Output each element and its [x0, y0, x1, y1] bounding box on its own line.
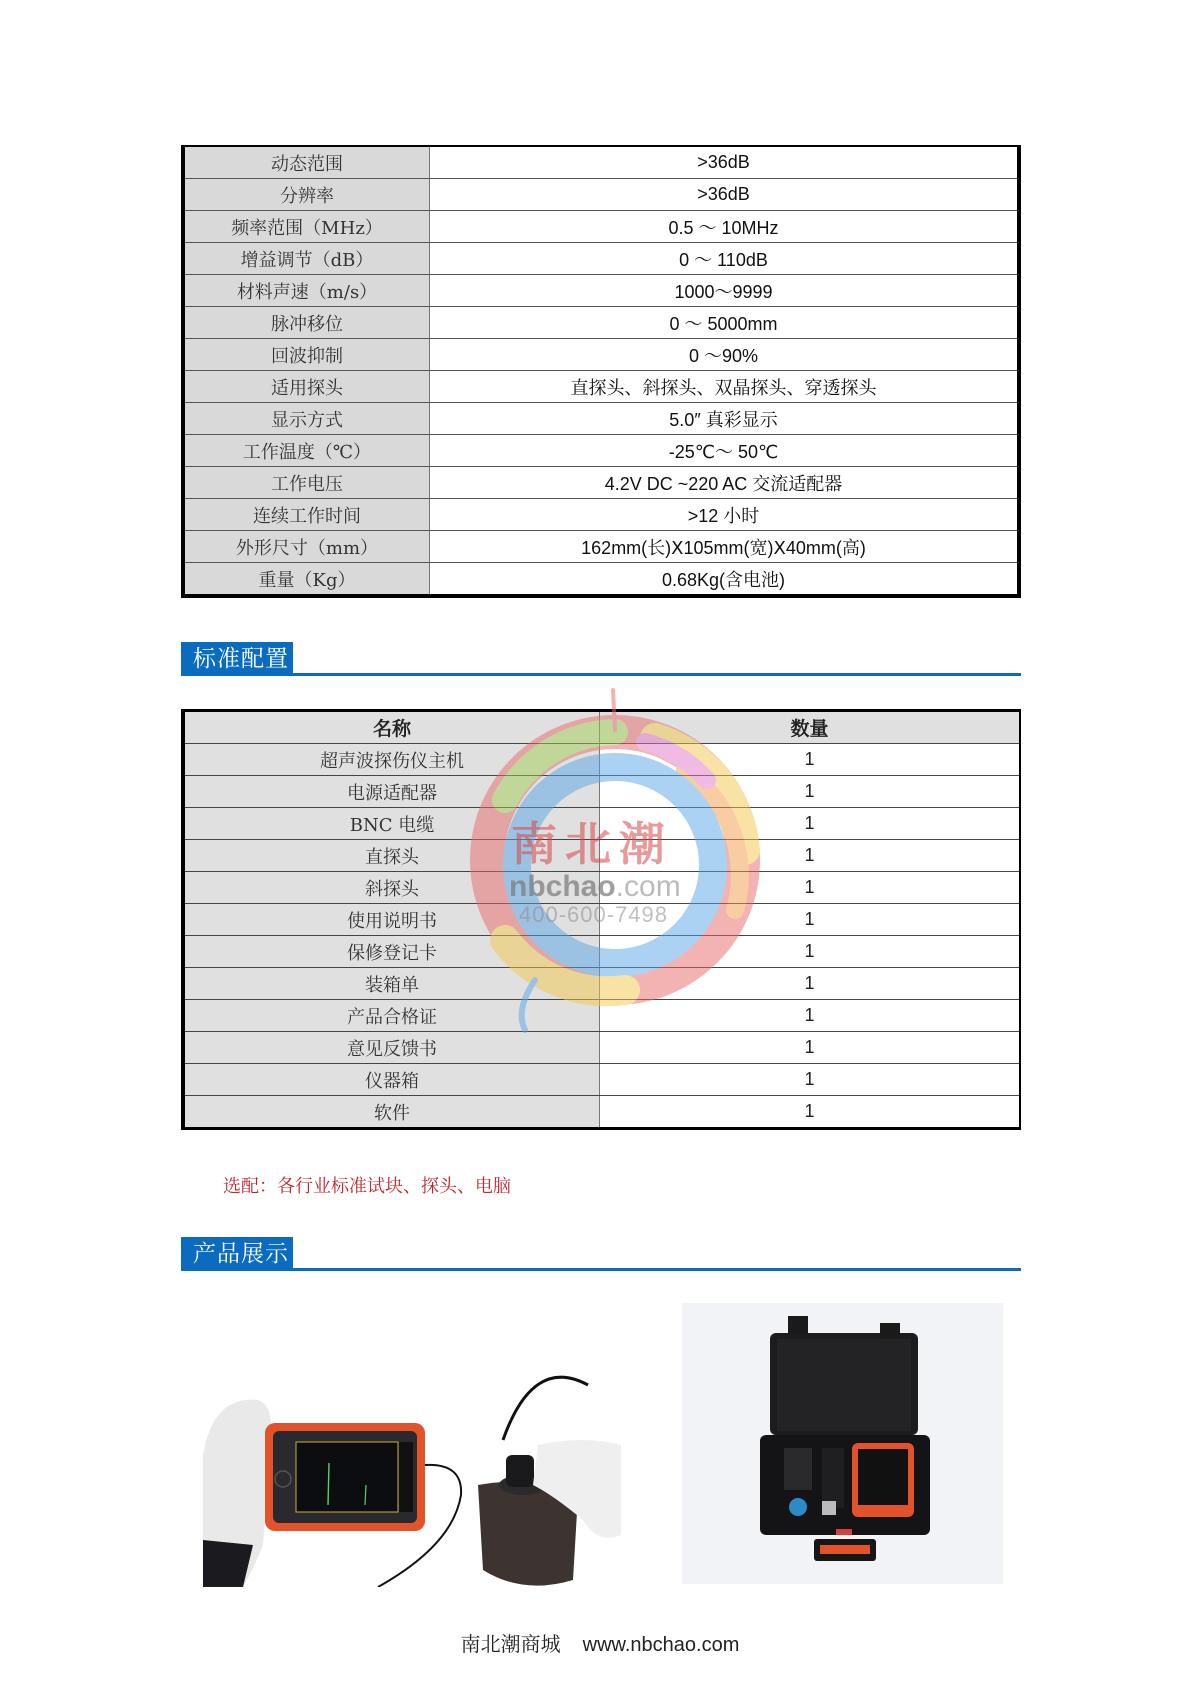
spec-row: [183, 211, 1019, 243]
column-header-name: 名称: [183, 711, 600, 744]
spec-table: [181, 145, 1021, 598]
section-heading-standard-config: [181, 642, 1021, 676]
spec-value: 0 ～ 110dB: [430, 243, 1020, 275]
optional-accessories-note: 选配：各行业标准试块、探头、电脑: [223, 1176, 511, 1197]
table-row: [183, 744, 1020, 776]
spec-value: -25℃～ 50℃: [430, 435, 1020, 467]
spec-value: >36dB: [430, 146, 1020, 179]
section-title: 标准配置: [181, 642, 293, 674]
table-row: [183, 1096, 1020, 1129]
table-row: [183, 904, 1020, 936]
spec-value: 5.0″ 真彩显示: [430, 403, 1020, 435]
section-title: 产品展示: [181, 1237, 293, 1269]
spec-label: 外形尺寸（mm）: [183, 531, 430, 563]
spec-value: >36dB: [430, 179, 1020, 211]
item-qty: 1: [600, 776, 1021, 808]
standard-config-table: [181, 709, 1021, 1130]
item-name: 直探头: [183, 840, 600, 872]
item-qty: 1: [600, 936, 1021, 968]
spec-row: [183, 371, 1019, 403]
table-row: [183, 968, 1020, 1000]
item-name: 使用说明书: [183, 904, 600, 936]
spec-label: 频率范围（MHz）: [183, 211, 430, 243]
item-name: 产品合格证: [183, 1000, 600, 1032]
table-row: [183, 840, 1020, 872]
watermark-domain-suffix: .com: [615, 870, 681, 903]
column-header-qty: 数量: [600, 711, 1021, 744]
spec-label: 工作温度（℃）: [183, 435, 430, 467]
spec-row: [183, 307, 1019, 339]
spec-row: [183, 243, 1019, 275]
table-row: [183, 1064, 1020, 1096]
spec-row: [183, 531, 1019, 563]
footer-site-name: 南北潮商城: [460, 1634, 561, 1656]
item-qty: 1: [600, 1096, 1021, 1129]
item-qty: 1: [600, 872, 1021, 904]
spec-value: 0.68Kg(含电池): [430, 563, 1020, 597]
item-name: BNC 电缆: [183, 808, 600, 840]
watermark-phone: 400-600-7498: [519, 902, 669, 927]
spec-row: [183, 339, 1019, 371]
spec-value: 0 ～90%: [430, 339, 1020, 371]
spec-label: 工作电压: [183, 467, 430, 499]
product-photo-case: [682, 1303, 1003, 1584]
item-qty: 1: [600, 968, 1021, 1000]
spec-label: 适用探头: [183, 371, 430, 403]
table-header-row: [183, 711, 1020, 744]
spec-label: 增益调节（dB）: [183, 243, 430, 275]
spec-label: 脉冲移位: [183, 307, 430, 339]
table-row: [183, 808, 1020, 840]
table-row: [183, 936, 1020, 968]
table-row: [183, 776, 1020, 808]
spec-value: 4.2V DC ~220 AC 交流适配器: [430, 467, 1020, 499]
flaw-detector-in-use-image: [203, 1345, 621, 1587]
item-qty: 1: [600, 744, 1021, 776]
section-divider: [181, 673, 1021, 676]
spec-value: 162mm(长)Ⅹ105mm(宽)Ⅹ40mm(高): [430, 531, 1020, 563]
spec-row: [183, 435, 1019, 467]
section-heading-product-display: [181, 1237, 1021, 1271]
item-qty: 1: [600, 1064, 1021, 1096]
spec-value: 0.5 ～ 10MHz: [430, 211, 1020, 243]
carrying-case-image: [682, 1303, 1003, 1584]
footer-url-link[interactable]: www.nbchao.com: [582, 1634, 740, 1656]
spec-label: 显示方式: [183, 403, 430, 435]
spec-label: 材料声速（m/s）: [183, 275, 430, 307]
item-name: 装箱单: [183, 968, 600, 1000]
item-qty: 1: [600, 904, 1021, 936]
spec-value: 直探头、斜探头、双晶探头、穿透探头: [430, 371, 1020, 403]
item-qty: 1: [600, 1032, 1021, 1064]
spec-value: 0 ～ 5000mm: [430, 307, 1020, 339]
spec-row: [183, 275, 1019, 307]
product-photo-in-use: [203, 1345, 621, 1587]
spec-value: 1000～9999: [430, 275, 1020, 307]
spec-row: [183, 403, 1019, 435]
page-footer: [0, 1628, 1200, 1657]
table-row: [183, 872, 1020, 904]
item-qty: 1: [600, 840, 1021, 872]
table-row: [183, 1000, 1020, 1032]
spec-row: [183, 146, 1019, 179]
spec-label: 重量（Kg）: [183, 563, 430, 597]
item-name: 软件: [183, 1096, 600, 1129]
item-name: 超声波探伤仪主机: [183, 744, 600, 776]
spec-label: 回波抑制: [183, 339, 430, 371]
item-name: 电源适配器: [183, 776, 600, 808]
spec-label: 分辨率: [183, 179, 430, 211]
watermark-domain-bold: nbchao: [509, 870, 616, 903]
item-name: 保修登记卡: [183, 936, 600, 968]
spec-value: >12 小时: [430, 499, 1020, 531]
spec-label: 动态范围: [183, 146, 430, 179]
item-name: 斜探头: [183, 872, 600, 904]
spec-label: 连续工作时间: [183, 499, 430, 531]
section-divider: [181, 1268, 1021, 1271]
spec-row: [183, 563, 1019, 597]
item-name: 意见反馈书: [183, 1032, 600, 1064]
item-name: 仪器箱: [183, 1064, 600, 1096]
spec-row: [183, 467, 1019, 499]
item-qty: 1: [600, 1000, 1021, 1032]
watermark-brand: 南北潮: [511, 817, 673, 871]
table-row: [183, 1032, 1020, 1064]
item-qty: 1: [600, 808, 1021, 840]
spec-row: [183, 179, 1019, 211]
spec-row: [183, 499, 1019, 531]
